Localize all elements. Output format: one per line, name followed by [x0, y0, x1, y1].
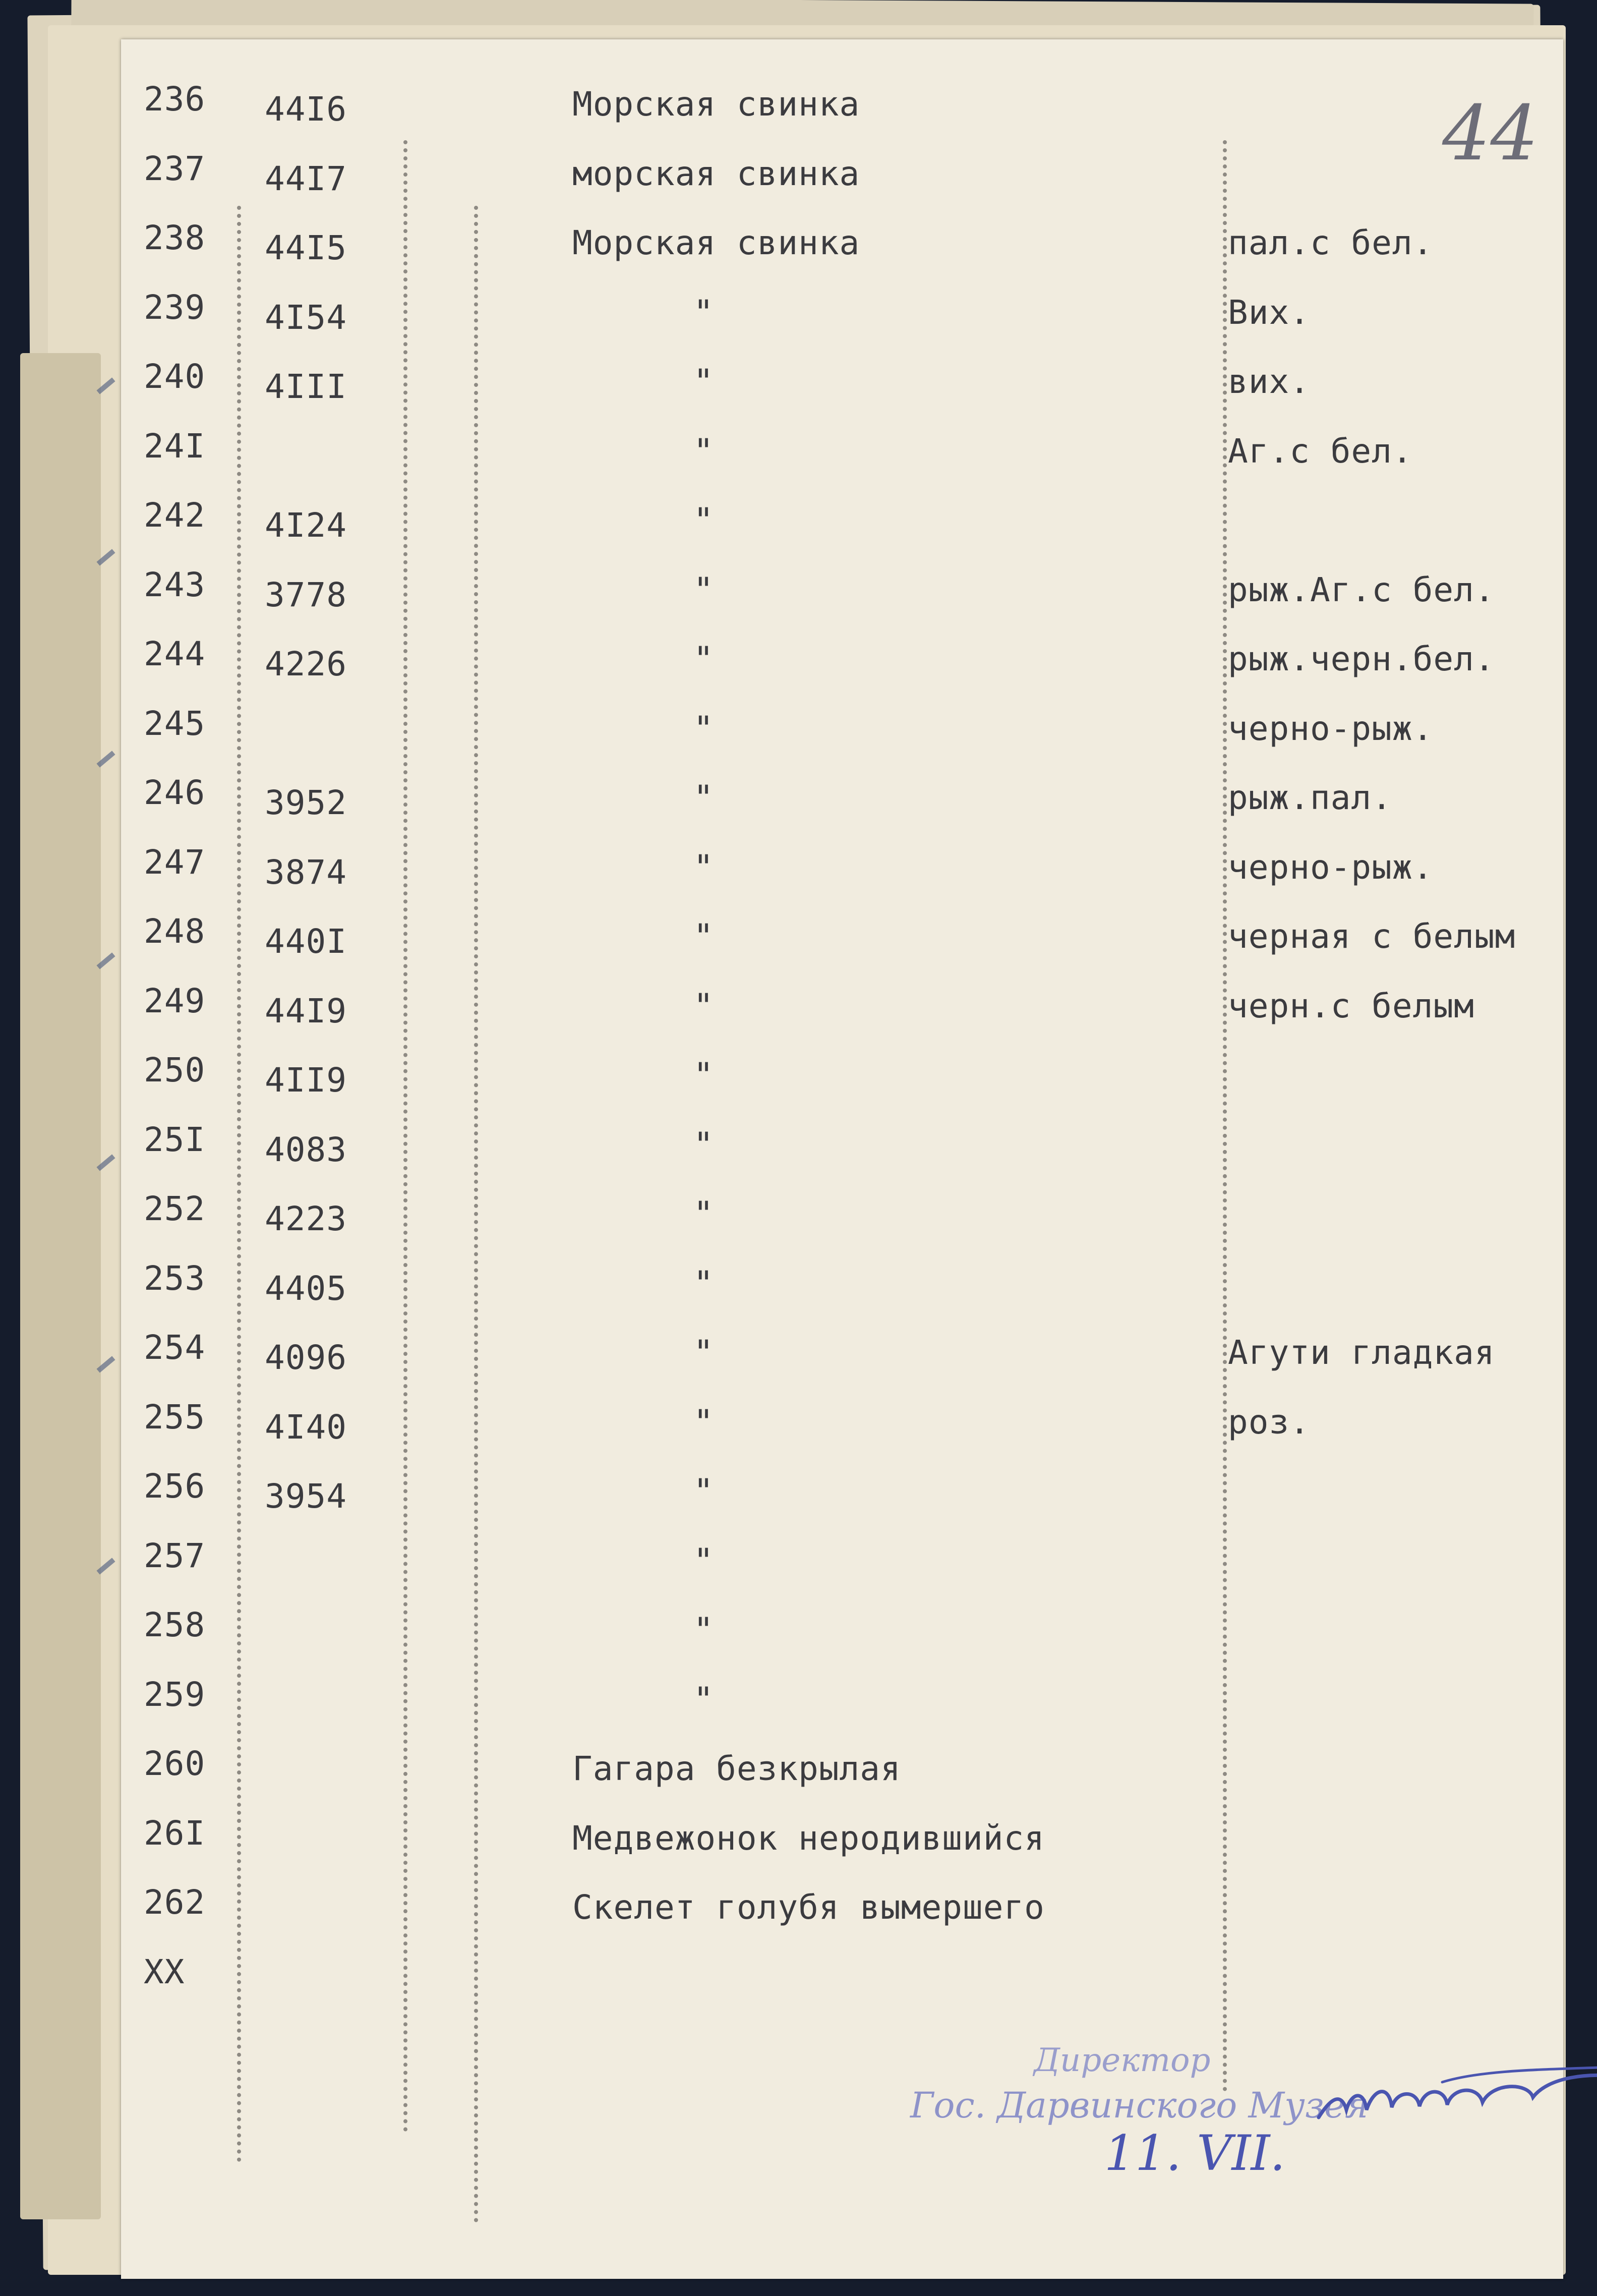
specimen-name: ": [693, 1611, 714, 1649]
row-number: 248: [144, 912, 206, 951]
specimen-name: Морская свинка: [572, 85, 860, 124]
row-number: 238: [144, 218, 206, 257]
inventory-number: 4096: [265, 1338, 347, 1377]
specimen-note: рыж.Аг.с бел.: [1228, 570, 1495, 609]
row-number: 254: [144, 1328, 206, 1367]
inventory-number: 4223: [265, 1199, 347, 1238]
row-number: 243: [144, 565, 206, 604]
stamp-organization: Гос. Дарвинского Музея: [910, 2085, 1369, 2126]
row-number: 25I: [144, 1120, 206, 1159]
row-number: XX: [144, 1952, 185, 1991]
inventory-number: 4I54: [265, 298, 347, 337]
specimen-name: ": [693, 1264, 714, 1303]
row-number: 257: [144, 1536, 206, 1575]
inventory-number: 4II9: [265, 1061, 347, 1100]
row-number: 240: [144, 357, 206, 396]
specimen-name: ": [693, 709, 714, 748]
column-divider: [1223, 140, 1227, 2092]
director-signature: [1316, 2062, 1597, 2133]
underlying-sheet-left-strip: [20, 353, 101, 2219]
inventory-number: 4405: [265, 1269, 347, 1308]
specimen-note: черная с белым: [1228, 917, 1516, 956]
inventory-number: 4I40: [265, 1407, 347, 1447]
row-number: 24I: [144, 426, 206, 466]
inventory-number: 44I5: [265, 228, 347, 267]
inventory-number: 4III: [265, 367, 347, 406]
specimen-note: рыж.пал.: [1228, 778, 1392, 817]
row-number: 262: [144, 1883, 206, 1922]
inventory-number: 4226: [265, 645, 347, 683]
specimen-name: ": [693, 1402, 714, 1442]
specimen-name: ": [693, 1333, 714, 1372]
row-number: 242: [144, 496, 206, 535]
specimen-name: ": [693, 917, 714, 956]
column-divider: [403, 140, 407, 2133]
specimen-name: ": [693, 1680, 714, 1719]
specimen-name: ": [693, 501, 714, 540]
stamp-title: Директор: [1034, 2042, 1211, 2079]
specimen-note: вих.: [1228, 362, 1310, 401]
specimen-name: ": [693, 1472, 714, 1511]
inventory-number: 4083: [265, 1130, 347, 1169]
specimen-note: черно-рыж.: [1228, 709, 1434, 748]
row-number: 26I: [144, 1813, 206, 1853]
specimen-name: ": [693, 293, 714, 332]
specimen-note: Вих.: [1228, 293, 1310, 332]
specimen-note: Аг.с бел.: [1228, 431, 1413, 471]
specimen-name: ": [693, 1125, 714, 1164]
row-number: 259: [144, 1675, 206, 1714]
inventory-number: 44I9: [265, 991, 347, 1030]
specimen-name: ": [693, 847, 714, 887]
row-number: 247: [144, 842, 206, 882]
inventory-number: 3952: [265, 783, 347, 822]
specimen-name: ": [693, 986, 714, 1025]
specimen-name: Скелет голубя вымершего: [572, 1888, 1045, 1927]
specimen-name: ": [693, 362, 714, 401]
specimen-name: Гагара безкрылая: [572, 1749, 901, 1788]
row-number: 258: [144, 1605, 206, 1644]
specimen-name: Морская свинка: [572, 223, 860, 262]
inventory-number: 3874: [265, 852, 347, 892]
row-number: 249: [144, 981, 206, 1020]
specimen-name: ": [693, 431, 714, 471]
specimen-name: ": [693, 1056, 714, 1095]
specimen-note: рыж.черн.бел.: [1228, 640, 1495, 678]
specimen-note: роз.: [1228, 1402, 1310, 1442]
document-page: [121, 39, 1563, 2279]
specimen-name: ": [693, 640, 714, 678]
handwritten-date: 11. VII.: [1104, 2125, 1285, 2182]
specimen-note: черно-рыж.: [1228, 847, 1434, 887]
column-divider: [474, 206, 478, 2223]
specimen-note: Агути гладкая: [1228, 1333, 1495, 1372]
specimen-note: пал.с бел.: [1228, 223, 1434, 262]
inventory-number: 440I: [265, 922, 347, 961]
row-number: 260: [144, 1744, 206, 1783]
specimen-name: морская свинка: [572, 154, 860, 193]
row-number: 255: [144, 1397, 206, 1437]
inventory-number: 3778: [265, 575, 347, 614]
specimen-name: ": [693, 1541, 714, 1580]
row-number: 245: [144, 704, 206, 743]
inventory-number: 3954: [265, 1477, 347, 1516]
row-number: 237: [144, 149, 206, 188]
inventory-number: 44I7: [265, 159, 347, 198]
row-number: 250: [144, 1051, 206, 1089]
row-number: 252: [144, 1189, 206, 1228]
row-number: 244: [144, 635, 206, 673]
page-number: 44: [1442, 90, 1539, 178]
inventory-number: 44I6: [265, 90, 347, 129]
specimen-name: ": [693, 570, 714, 609]
specimen-note: черн.с белым: [1228, 986, 1474, 1025]
row-number: 256: [144, 1467, 206, 1506]
specimen-name: Медвежонок неродившийся: [572, 1818, 1045, 1858]
row-number: 246: [144, 773, 206, 812]
specimen-name: ": [693, 778, 714, 817]
row-number: 239: [144, 288, 206, 327]
specimen-name: ": [693, 1194, 714, 1233]
column-divider: [237, 206, 241, 2163]
row-number: 253: [144, 1258, 206, 1298]
row-number: 236: [144, 80, 206, 119]
inventory-number: 4I24: [265, 506, 347, 545]
